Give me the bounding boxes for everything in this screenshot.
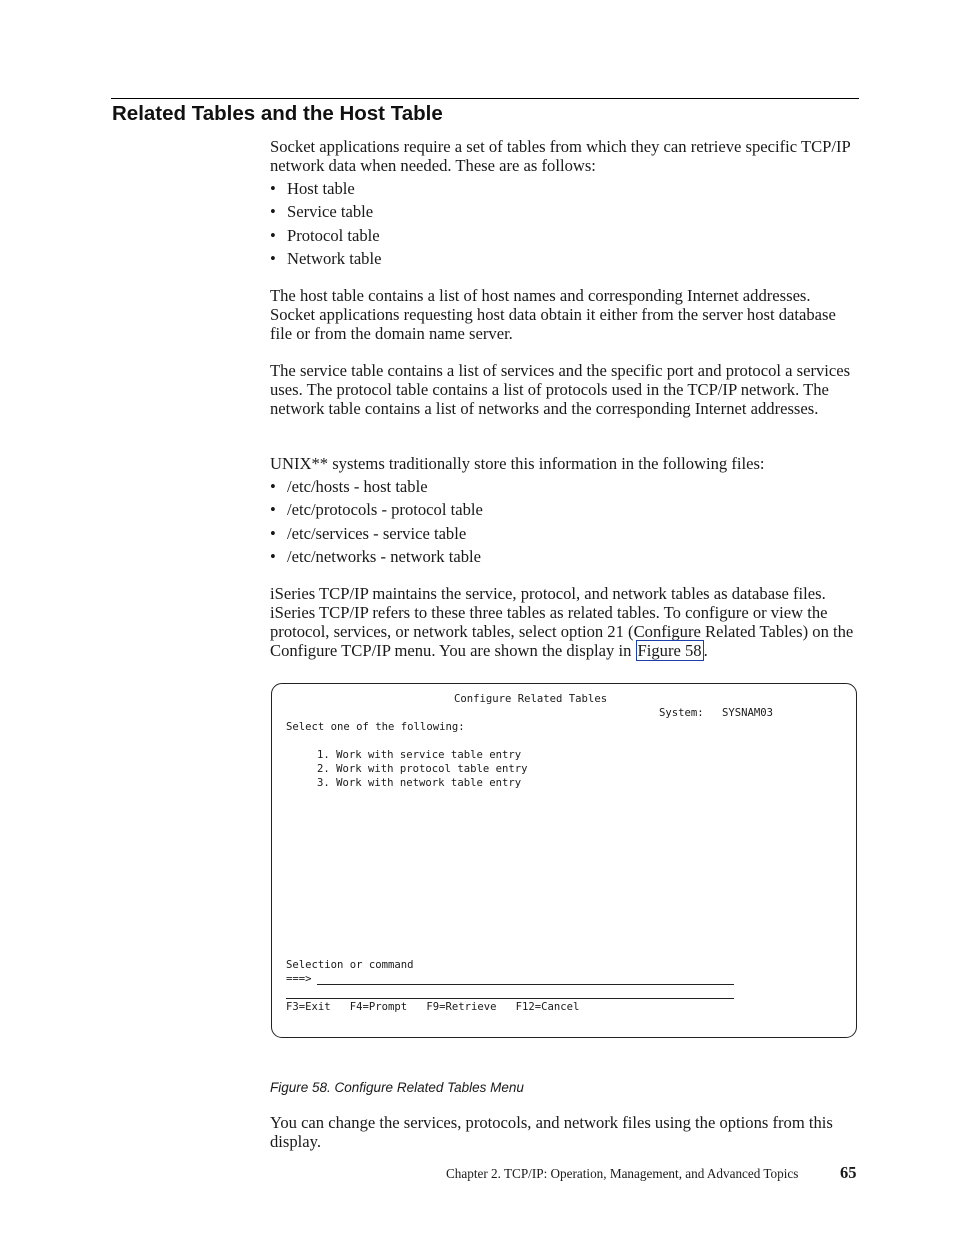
tables-list <box>270 179 858 273</box>
body-text-block-4 <box>270 454 858 571</box>
list-item: • /etc/services - service table <box>270 524 858 547</box>
screen-title: Configure Related Tables <box>454 693 608 705</box>
menu-option-2[interactable]: 2. Work with protocol table entry <box>317 763 528 775</box>
selection-label: Selection or command <box>286 959 414 971</box>
screen-prompt: Select one of the following: <box>286 721 465 733</box>
section-rule <box>111 98 859 99</box>
list-item: • Protocol table <box>270 226 858 249</box>
body-text-block-3 <box>270 361 858 418</box>
unix-paragraph: UNIX** systems traditionally store this information in the following files: <box>270 454 765 473</box>
function-keys: F3=Exit F4=Prompt F9=Retrieve F12=Cancel <box>286 1001 580 1013</box>
service-table-paragraph: The service table contains a list of services and the specific port and protocol a services uses. The protocol table contains a list of protocols used in the TCP/IP network. The network table contains a list of networks and the corresponding Internet addresses. <box>270 361 851 418</box>
menu-option-3[interactable]: 3. Work with network table entry <box>317 777 522 789</box>
command-input-line-2[interactable] <box>286 998 734 999</box>
iseries-paragraph <box>270 584 858 660</box>
body-text-block-6 <box>270 1113 858 1151</box>
list-item: • Network table <box>270 249 858 272</box>
host-table-paragraph: The host table contains a list of host names and corresponding Internet addresses. Socket applications requesting host data obtain it either from the server host database file or from the domain name server. <box>270 286 836 343</box>
figure-58-link[interactable]: Figure 58 <box>637 641 702 660</box>
figure-caption: Figure 58. Configure Related Tables Menu <box>270 1080 524 1095</box>
system-label: System: <box>659 707 704 719</box>
page-number: 65 <box>840 1163 857 1182</box>
command-arrow: ===> <box>286 973 312 985</box>
body-text-block-1 <box>270 137 858 273</box>
terminal-screen-figure <box>271 683 857 1038</box>
intro-paragraph: Socket applications require a set of tables from which they can retrieve specific TCP/IP network data when needed. These are as follows: <box>270 137 851 175</box>
section-heading: Related Tables and the Host Table <box>112 102 443 125</box>
body-text-block-5 <box>270 584 858 660</box>
iseries-text: iSeries TCP/IP maintains the service, protocol, and network tables as database files. iSeries TCP/IP refers to these three tables as related tables. To configure or view the protocol, services, or network tables, select option 21 (Configure Related Tables) on the Configure TCP/IP menu. You are shown the display in <box>270 584 854 660</box>
system-name: SYSNAM03 <box>722 707 774 719</box>
period: . <box>703 641 708 660</box>
footer-chapter: Chapter 2. TCP/IP: Operation, Management, and Advanced Topics <box>446 1166 799 1181</box>
list-item: • /etc/protocols - protocol table <box>270 500 858 523</box>
body-text-block-2 <box>270 286 858 343</box>
command-input-line[interactable] <box>317 984 734 985</box>
list-item: • /etc/hosts - host table <box>270 477 858 500</box>
list-item: • /etc/networks - network table <box>270 547 858 570</box>
files-list <box>270 477 858 571</box>
closing-paragraph: You can change the services, protocols, and network files using the options from this display. <box>270 1113 833 1151</box>
menu-option-1[interactable]: 1. Work with service table entry <box>317 749 522 761</box>
list-item: • Host table <box>270 179 858 202</box>
list-item: • Service table <box>270 202 858 225</box>
